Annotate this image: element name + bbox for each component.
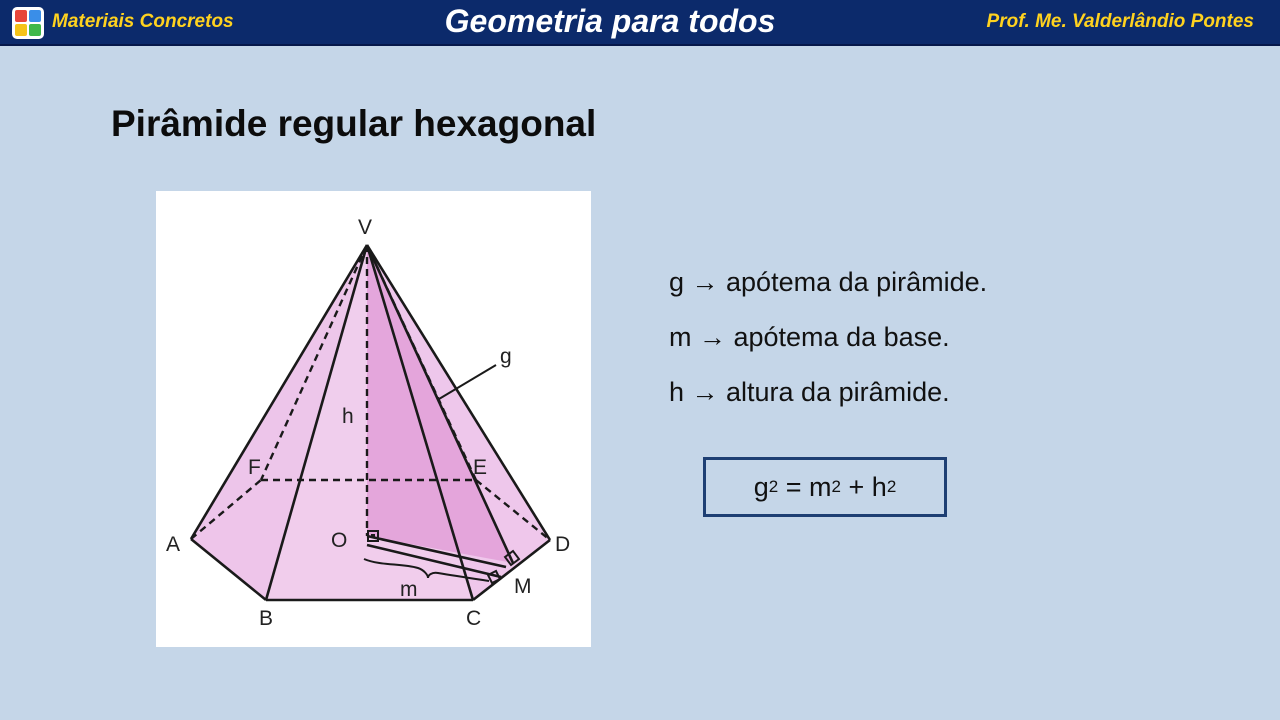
formula-equals: = (785, 471, 802, 502)
right-angle-marker-o-inner (371, 534, 375, 538)
label-v: V (358, 216, 373, 239)
legend-item-m: m → apótema da base. (669, 322, 950, 352)
label-m-point: M (514, 575, 532, 598)
label-e: E (473, 456, 488, 479)
colorful-grid-icon (12, 7, 44, 39)
label-f: F (248, 456, 261, 479)
label-m: m (400, 578, 418, 601)
header-bar (0, 0, 1280, 46)
author-name: Prof. Me. Valderlândio Pontes (986, 11, 1254, 32)
presentation-title: Geometria para todos (444, 3, 776, 39)
pyramid-figure (156, 191, 591, 647)
formula-m: m (809, 471, 832, 502)
label-a: A (166, 533, 181, 556)
legend-item-g: g → apótema da pirâmide. (669, 267, 988, 297)
label-g: g (500, 345, 512, 368)
label-o: O (331, 529, 348, 552)
label-d: D (555, 533, 571, 556)
formula-plus: + (848, 471, 865, 502)
course-name: Materiais Concretos (52, 11, 234, 32)
label-b: B (259, 607, 274, 630)
pyramid-diagram (156, 191, 591, 647)
formula-g: g (753, 471, 769, 502)
label-h: h (342, 405, 354, 428)
formula-box: g 2 = m 2 + h 2 (703, 457, 947, 517)
formula-h: h (871, 471, 887, 502)
legend-item-h: h → altura da pirâmide. (669, 377, 950, 407)
label-c: C (466, 607, 482, 630)
slide-title: Pirâmide regular hexagonal (111, 103, 597, 144)
